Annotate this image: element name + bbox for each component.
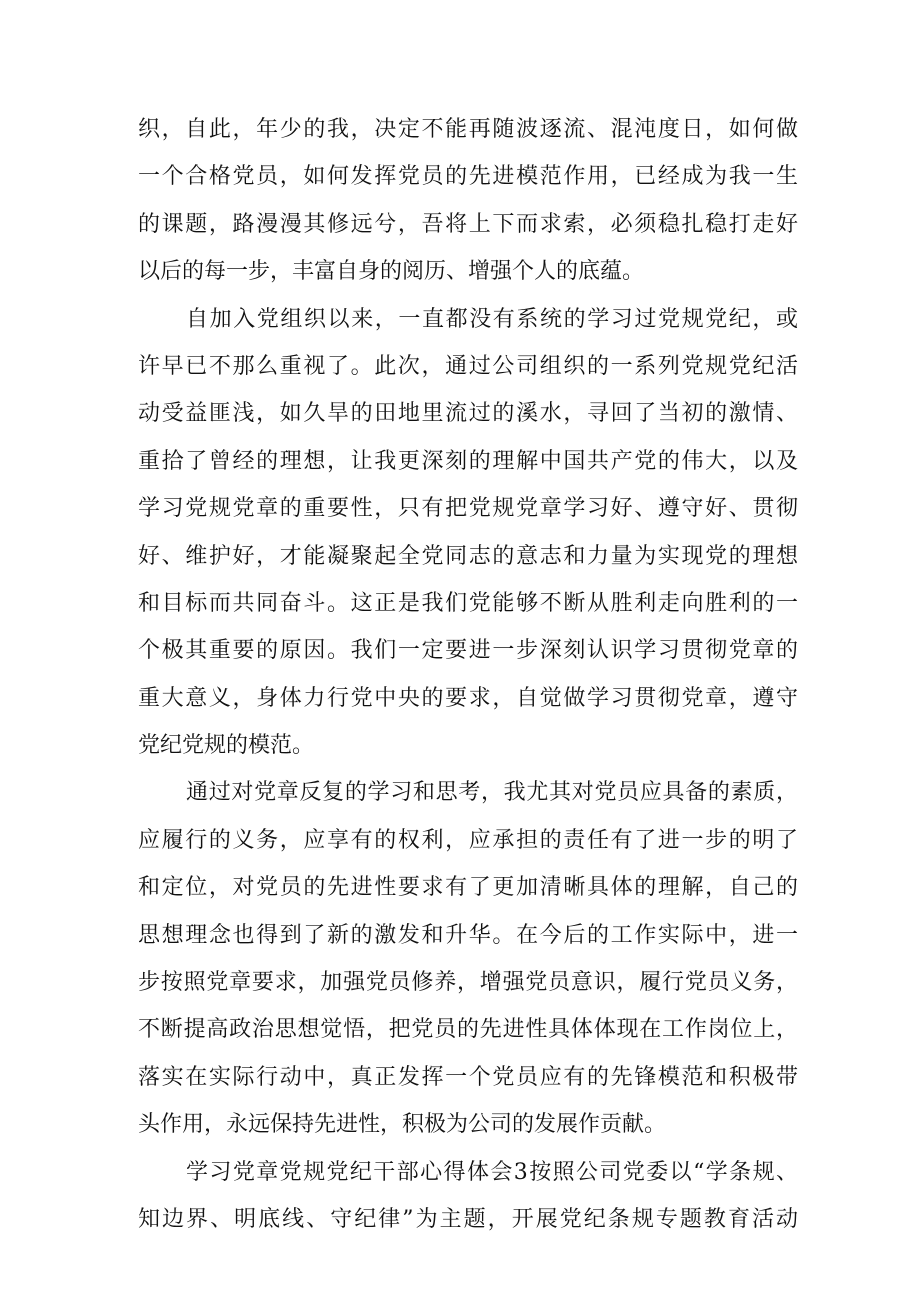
text-line: 不断提高政治思想觉悟，把党员的先进性具体体现在工作岗位上， [138, 1017, 798, 1043]
paragraph [138, 296, 798, 770]
text-line: 以后的每一步，丰富自身的阅历、增强个人的底蕴。 [138, 259, 645, 285]
body-text [138, 106, 798, 1243]
text-line: 头作用，永远保持先进性，积极为公司的发展作贡献。 [138, 1112, 667, 1138]
text-line: 的课题，路漫漫其修远兮，吾将上下而求索，必须稳扎稳打走好 [138, 211, 798, 237]
text-line: 和目标而共同奋斗。这正是我们党能够不断从胜利走向胜利的一 [138, 590, 798, 616]
text-line: 个极其重要的原因。我们一定要进一步深刻认识学习贯彻党章的 [138, 638, 798, 664]
text-line: 一个合格党员，如何发挥党员的先进模范作用，已经成为我一生 [138, 164, 798, 190]
text-line: 步按照党章要求，加强党员修养，增强党员意识，履行党员义务， [138, 970, 798, 996]
text-line: 通过对党章反复的学习和思考，我尤其对党员应具备的素质， [186, 780, 798, 806]
text-line: 和定位，对党员的先进性要求有了更加清晰具体的理解，自己的 [138, 875, 798, 901]
text-line: 学习党规党章的重要性，只有把党规党章学习好、遵守好、贯彻 [138, 496, 798, 522]
text-line: 落实在实际行动中，真正发挥一个党员应有的先锋模范和积极带 [138, 1064, 798, 1090]
text-line: 重大意义，身体力行党中央的要求，自觉做学习贯彻党章，遵守 [138, 685, 798, 711]
text-line: 许早已不那么重视了。此次，通过公司组织的一系列党规党纪活 [138, 353, 798, 379]
paragraph [138, 106, 798, 296]
text-line: 动受益匪浅，如久旱的田地里流过的溪水，寻回了当初的激情、 [138, 401, 798, 427]
text-line: 知边界、明底线、守纪律”为主题，开展党纪条规专题教育活动 [138, 1206, 798, 1232]
text-line: 思想理念也得到了新的激发和升华。在今后的工作实际中，进一 [138, 922, 798, 948]
text-line: 党纪党规的模范。 [138, 733, 315, 759]
text-line: 织，自此，年少的我，决定不能再随波逐流、混沌度日，如何做 [138, 117, 798, 142]
text-line: 学习党章党规党纪干部心得体会3按照公司党委以“学条规、 [186, 1159, 798, 1185]
paragraph [138, 1149, 798, 1244]
paragraph [138, 769, 798, 1148]
text-line: 重拾了曾经的理想，让我更深刻的理解中国共产党的伟大，以及 [138, 448, 798, 474]
text-line: 好、维护好，才能凝聚起全党同志的意志和力量为实现党的理想 [138, 543, 798, 569]
text-line: 应履行的义务，应享有的权利，应承担的责任有了进一步的明了 [138, 827, 798, 853]
text-line: 自加入党组织以来，一直都没有系统的学习过党规党纪，或 [186, 306, 798, 332]
